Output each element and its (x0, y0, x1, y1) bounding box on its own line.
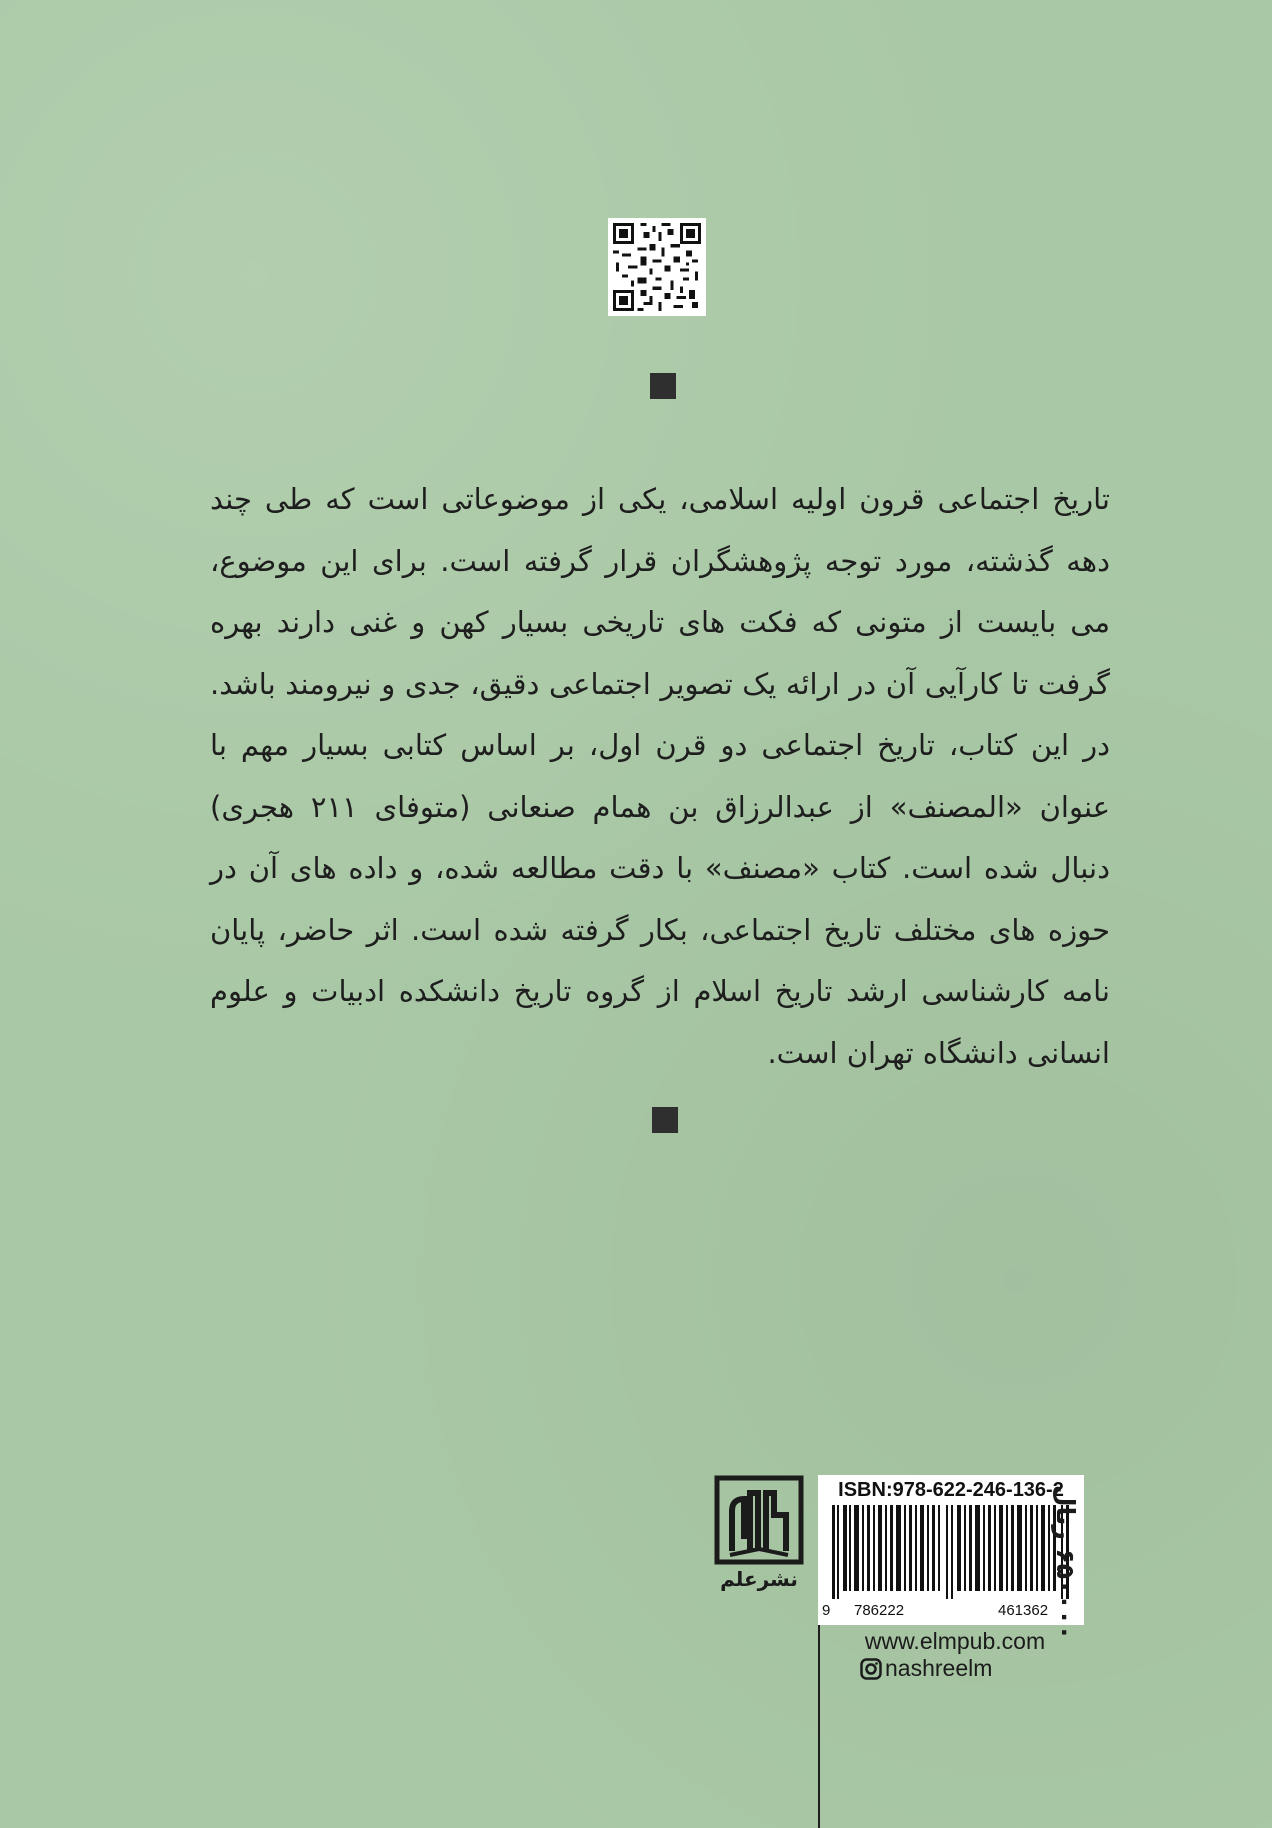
publisher-logo (714, 1475, 804, 1615)
book-logo-icon (714, 1475, 804, 1565)
barcode-digits-right: 461362 (998, 1602, 1049, 1619)
instagram-icon (860, 1658, 882, 1680)
publisher-website: www.elmpub.com (864, 1628, 1046, 1654)
separator-square-top (650, 373, 676, 399)
back-cover-blurb: تاریخ اجتماعی قرون اولیه اسلامی، یکی از موضوعاتی است که طی چند دهه گذشته، مورد توجه پژوهشگران قرار گرفته است. برای این موضوع، می بایست از متونی که فکت های تاریخی بسیار کهن و غنی دارند بهره گرفت تا کارآیی آن در ارائه یک تصویر اجتماعی دقیق، جدی و نیرومند باشد. در این کتاب، تاریخ اجتماعی دو قرن اول، بر اساس کتابی بسیار مهم با عنوان «المصنف» از عبدالرزاق بن همام صنعانی (متوفای ۲۱۱ هجری) دنبال شده است. کتاب «مصنف» با دقت مطالعه شده، و داده های آن در حوزه های مختلف تاریخ اجتماعی، بکار گرفته شده است. اثر حاضر، پایان نامه کارشناسی ارشد تاریخ اسلام از گروه تاریخ دانشکده ادبیات و علوم انسانی دانشگاه تهران است. (210, 482, 1110, 1070)
isbn-label: ISBN:978-622-246-136-2 (838, 1479, 1064, 1501)
publisher-name: نشرعلم (720, 1567, 798, 1591)
instagram-handle: nashreelm (885, 1655, 993, 1681)
barcode-digits-left: 786222 (854, 1602, 905, 1619)
separator-square-bottom (652, 1107, 678, 1133)
publisher-instagram (860, 1655, 1070, 1682)
qr-code (608, 218, 706, 316)
barcode-bars (832, 1505, 1070, 1599)
price-label: ۶۵۰۰۰۰ ریال (1051, 1484, 1080, 1640)
barcode-digit-prefix: 9 (822, 1602, 831, 1619)
